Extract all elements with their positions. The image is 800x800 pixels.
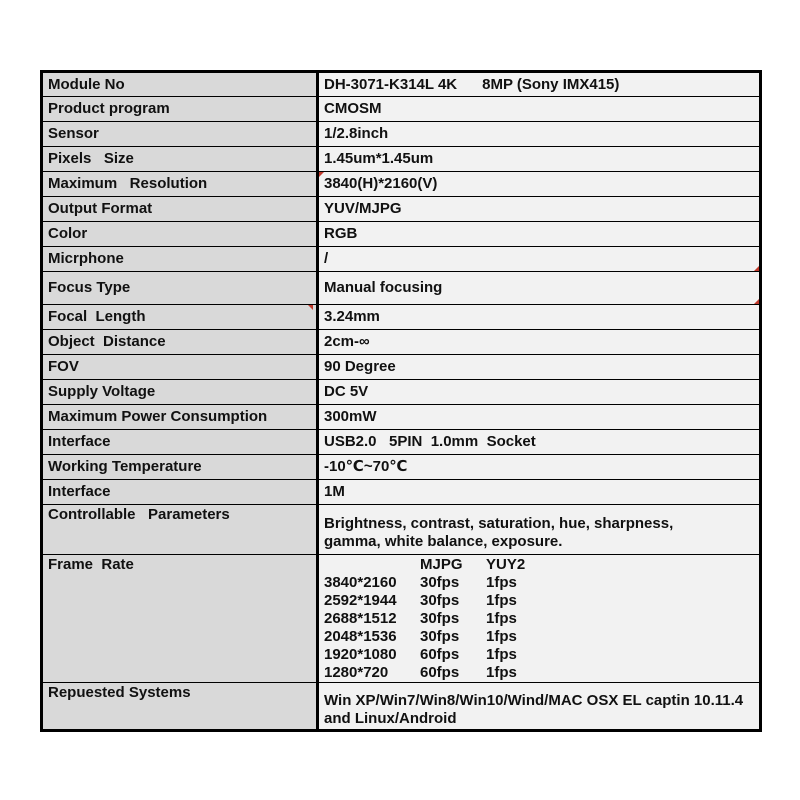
row-label: Frame Rate bbox=[42, 555, 318, 683]
frame-rate-resolution: 1280*720 bbox=[324, 664, 389, 681]
row-label: Controllable Parameters bbox=[42, 505, 318, 555]
row-product-program bbox=[42, 97, 761, 122]
frame-rate-header: YUY2 bbox=[486, 556, 526, 573]
row-interface bbox=[42, 430, 761, 455]
row-label: Interface bbox=[42, 480, 318, 505]
row-interface-2 bbox=[42, 480, 761, 505]
row-value: DH-3071-K314L 4K 8MP (Sony IMX415) bbox=[318, 72, 761, 97]
frame-rate-yuy2: 1fps bbox=[486, 610, 517, 627]
row-value: CMOSM bbox=[318, 97, 761, 122]
row-value: 1M bbox=[318, 480, 761, 505]
row-label: FOV bbox=[42, 355, 318, 380]
row-value: 2cm-∞ bbox=[318, 330, 761, 355]
row-value bbox=[318, 247, 761, 272]
frame-rate-resolution: 2688*1512 bbox=[324, 610, 397, 627]
frame-rate-table bbox=[318, 555, 761, 683]
row-pixel-size bbox=[42, 147, 761, 172]
row-label: Pixels Size bbox=[42, 147, 318, 172]
frame-rate-resolution: 2592*1944 bbox=[324, 592, 397, 609]
row-label: Output Format bbox=[42, 197, 318, 222]
row-label: Product program bbox=[42, 97, 318, 122]
row-label: Module No bbox=[42, 72, 318, 97]
row-focal-length bbox=[42, 305, 761, 330]
frame-rate-mjpg: 30fps bbox=[420, 574, 460, 591]
row-controllable-parameters bbox=[42, 505, 761, 555]
row-module-no bbox=[42, 72, 761, 97]
row-max-resolution bbox=[42, 172, 761, 197]
row-fov bbox=[42, 355, 761, 380]
row-value: 1.45um*1.45um bbox=[318, 147, 761, 172]
row-color bbox=[42, 222, 761, 247]
frame-rate-resolution: 1920*1080 bbox=[324, 646, 397, 663]
row-label bbox=[42, 305, 318, 330]
row-label: Color bbox=[42, 222, 318, 247]
row-value bbox=[318, 272, 761, 305]
frame-rate-yuy2: 1fps bbox=[486, 628, 517, 645]
row-label: Sensor bbox=[42, 122, 318, 147]
row-value: Win XP/Win7/Win8/Win10/Wind/MAC OSX EL captin 10.11.4 and Linux/Android bbox=[318, 683, 761, 731]
row-label-text: Focal Length bbox=[48, 308, 146, 325]
spec-table bbox=[40, 70, 762, 732]
frame-rate-mjpg: 30fps bbox=[420, 628, 460, 645]
frame-rate-mjpg: 30fps bbox=[420, 592, 460, 609]
frame-rate-yuy2: 1fps bbox=[486, 646, 517, 663]
row-microphone bbox=[42, 247, 761, 272]
row-label: Maximum Resolution bbox=[42, 172, 318, 197]
row-supply-voltage bbox=[42, 380, 761, 405]
row-label: Interface bbox=[42, 430, 318, 455]
frame-rate-grid bbox=[324, 556, 754, 682]
frame-rate-mjpg: 60fps bbox=[420, 664, 460, 681]
comment-marker bbox=[319, 172, 324, 177]
frame-rate-header: MJPG bbox=[420, 556, 463, 573]
frame-rate-mjpg: 30fps bbox=[420, 610, 460, 627]
row-sensor bbox=[42, 122, 761, 147]
row-value: 300mW bbox=[318, 405, 761, 430]
row-value: -10℃~70℃ bbox=[318, 455, 761, 480]
row-label: Repuested Systems bbox=[42, 683, 318, 731]
row-frame-rate bbox=[42, 555, 761, 683]
row-value bbox=[318, 172, 761, 197]
row-working-temperature bbox=[42, 455, 761, 480]
row-label: Focus Type bbox=[42, 272, 318, 305]
row-object-distance bbox=[42, 330, 761, 355]
row-output-format bbox=[42, 197, 761, 222]
row-focus-type bbox=[42, 272, 761, 305]
row-value: 3.24mm bbox=[318, 305, 761, 330]
row-label: Working Temperature bbox=[42, 455, 318, 480]
row-value: Brightness, contrast, saturation, hue, sharpness, gamma, white balance, exposure. bbox=[318, 505, 761, 555]
frame-rate-yuy2: 1fps bbox=[486, 574, 517, 591]
comment-marker bbox=[754, 266, 759, 271]
frame-rate-mjpg: 60fps bbox=[420, 646, 460, 663]
row-label: Supply Voltage bbox=[42, 380, 318, 405]
row-value-text: / bbox=[324, 250, 329, 267]
row-value: DC 5V bbox=[318, 380, 761, 405]
frame-rate-yuy2: 1fps bbox=[486, 664, 517, 681]
row-value: 90 Degree bbox=[318, 355, 761, 380]
row-max-power bbox=[42, 405, 761, 430]
row-value: RGB bbox=[318, 222, 761, 247]
comment-marker bbox=[754, 299, 759, 304]
row-value-text: Manual focusing bbox=[324, 279, 443, 296]
frame-rate-resolution: 3840*2160 bbox=[324, 574, 397, 591]
comment-marker bbox=[308, 305, 313, 310]
frame-rate-header bbox=[324, 556, 420, 574]
frame-rate-resolution: 2048*1536 bbox=[324, 628, 397, 645]
row-value: YUV/MJPG bbox=[318, 197, 761, 222]
row-value: USB2.0 5PIN 1.0mm Socket bbox=[318, 430, 761, 455]
row-label: Micrphone bbox=[42, 247, 318, 272]
row-label: Maximum Power Consumption bbox=[42, 405, 318, 430]
row-label: Object Distance bbox=[42, 330, 318, 355]
row-value-text: 3840(H)*2160(V) bbox=[324, 175, 438, 192]
frame-rate-yuy2: 1fps bbox=[486, 592, 517, 609]
row-value: 1/2.8inch bbox=[318, 122, 761, 147]
row-requested-systems bbox=[42, 683, 761, 731]
